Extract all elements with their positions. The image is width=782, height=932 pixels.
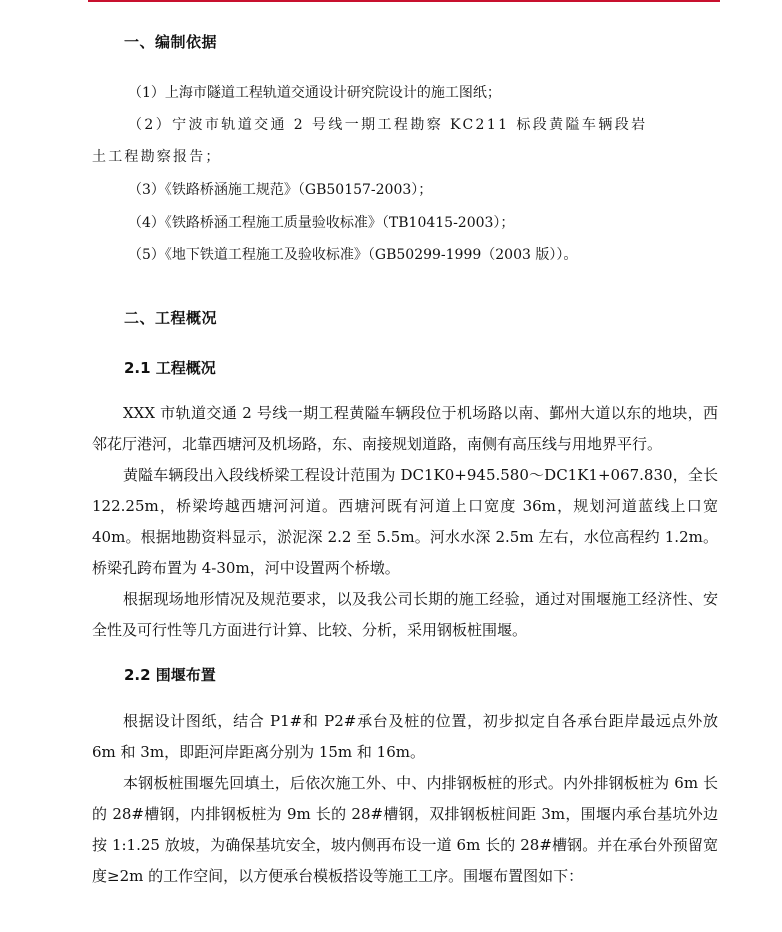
subsection-heading-2-1: 2.1 工程概况 [124,359,216,377]
header-rule [88,0,720,2]
overview-paragraph-location: XXX 市轨道交通 2 号线一期工程黄隘车辆段位于机场路以南、鄞州大道以东的地块，西邻花厅港河，北靠西塘河及机场路，东、南接规划道路，南侧有高压线与用地界平行。 [92,404,718,453]
reference-item-5: （5）《地下铁道工程施工及验收标准》（GB50299-1999（2003 版））。 [128,247,578,263]
section-heading-basis: 一、编制依据 [124,33,218,51]
reference-item-2: （2）宁波市轨道交通 2 号线一期工程勘察 KC211 标段黄隘车辆段岩 [128,117,648,133]
reference-item-3: （3）《铁路桥涵施工规范》（GB50157-2003）； [128,182,433,198]
overview-paragraph-bridge: 黄隘车辆段出入段线桥梁工程设计范围为 DC1K0+945.580～DC1K1+067.830，全长 122.25m，桥梁垮越西塘河河道。西塘河既有河道上口宽度 36m，规划河道蓝线上口宽 40m。根据地勘资料显示，淤泥深 2.2 至 5.5m。河水水深 2.5m 左右，水位高程约 1.2m。桥梁孔跨布置为 4-30m，河中设置两个桥墩。 [92,466,718,577]
section-heading-overview: 二、工程概况 [124,309,218,327]
layout-paragraph-distance: 根据设计图纸，结合 P1#和 P2#承台及桩的位置，初步拟定自各承台距岸最远点外放 6m 和 3m，即距河岸距离分别为 15m 和 16m。 [92,712,718,761]
overview-paragraph-cofferdam-choice: 根据现场地形情况及规范要求，以及我公司长期的施工经验，通过对围堰施工经济性、安全性及可行性等几方面进行计算、比较、分析，采用钢板桩围堰。 [92,590,718,639]
subsection-heading-2-2: 2.2 围堰布置 [124,666,216,684]
reference-item-1: （1）上海市隧道工程轨道交通设计研究院设计的施工图纸； [128,85,501,101]
layout-paragraph-sheet-piles: 本钢板桩围堰先回填土，后依次施工外、中、内排钢板桩的形式。内外排钢板桩为 6m 长的 28#槽钢，内排钢板桩为 9m 长的 28#槽钢，双排钢板桩间距 3m，围堰内承台基坑外边按 1:1.25 放坡，为确保基坑安全，坡内侧再布设一道 6m 长的 28#槽钢。并在承台外预留宽度≥2m 的工作空间，以方便承台模板搭设等施工工序。围堰布置图如下： [92,774,718,885]
reference-item-2-continued: 土工程勘察报告； [92,149,222,165]
reference-item-4: （4）《铁路桥涵工程施工质量验收标准》（TB10415-2003）； [128,215,515,231]
